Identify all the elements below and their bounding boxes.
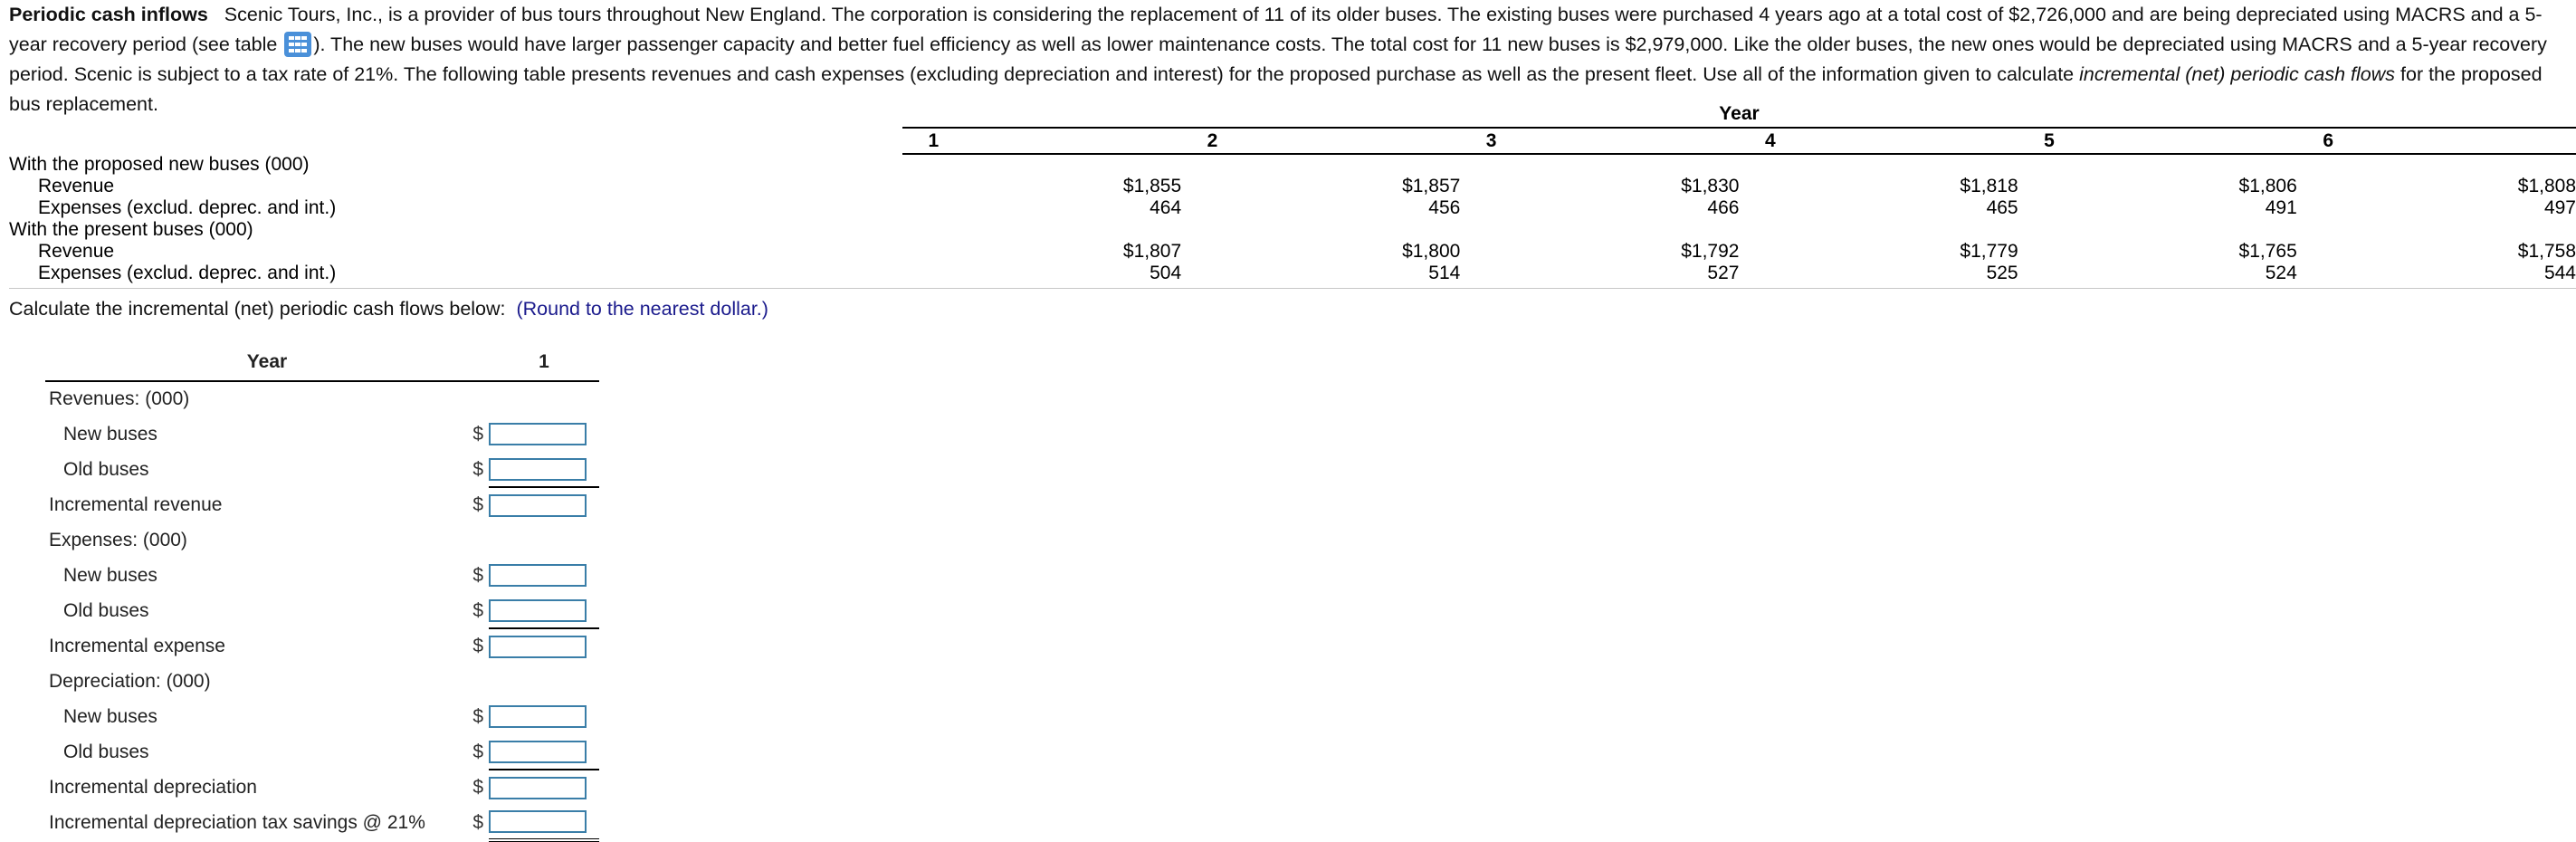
row-label: Revenues: (000) xyxy=(49,388,190,409)
new-buses-depreciation-input[interactable] xyxy=(489,705,587,728)
answer-row xyxy=(45,699,599,734)
year-col: 6 xyxy=(2297,128,2576,154)
cell-value: 544 xyxy=(2297,263,2576,289)
problem-title: Periodic cash inflows xyxy=(9,4,208,25)
incremental-depreciation-input[interactable] xyxy=(489,777,587,799)
row-label: Expenses: (000) xyxy=(49,529,187,550)
rounding-hint: (Round to the nearest dollar.) xyxy=(516,298,768,320)
cell-value: $1,806 xyxy=(2238,176,2297,196)
cell-value: 466 xyxy=(1707,197,1740,218)
currency-symbol: $ xyxy=(472,599,483,621)
cell-value: 525 xyxy=(1739,263,2018,289)
table-row xyxy=(9,241,2576,263)
section-title: With the proposed new buses (000) xyxy=(9,154,310,175)
cell-value: $1,800 xyxy=(1402,241,1461,262)
cell-value: $1,765 xyxy=(2238,241,2297,262)
row-label: Old buses xyxy=(63,599,149,621)
table-row xyxy=(9,176,2576,197)
cell-value: 524 xyxy=(2018,263,2297,289)
currency-symbol: $ xyxy=(472,811,483,833)
answer-row xyxy=(45,381,599,416)
answer-year-num: 1 xyxy=(489,344,599,381)
row-label: New buses xyxy=(63,564,157,586)
incremental-revenue-input[interactable] xyxy=(489,494,587,517)
cell-value: $1,792 xyxy=(1681,241,1740,262)
cell-value: $1,808 xyxy=(2517,176,2576,196)
row-label: Revenue xyxy=(38,241,115,262)
problem-text-part2: ). The new buses would have larger passenger capacity and better fuel efficiency as well as lower maintenance costs. The total cost for 11 new buses is $2,979,000. Like the older buses, the new ones would be depreciated using MACRS and a 5-year recovery period. Scenic is subject to a tax rate of 21%. The following table presents revenues and cash expenses (excluding depreciation and interest) for the proposed purchase as well as the present fleet. Use all of the information given to calculate xyxy=(9,33,2547,85)
problem-italic: incremental (net) periodic cash flows xyxy=(2079,63,2396,85)
row-label: Incremental depreciation xyxy=(49,776,257,798)
row-label: Revenue xyxy=(38,176,115,196)
new-buses-expense-input[interactable] xyxy=(489,564,587,587)
currency-symbol: $ xyxy=(472,458,483,480)
answer-row xyxy=(45,416,599,452)
cell-value: 504 xyxy=(902,263,1181,289)
currency-symbol: $ xyxy=(472,741,483,762)
incremental-expense-input[interactable] xyxy=(489,636,587,658)
row-label: Depreciation: (000) xyxy=(49,670,211,692)
cell-value: 464 xyxy=(1150,197,1182,218)
cell-value: 491 xyxy=(2265,197,2297,218)
answer-row xyxy=(45,770,599,805)
cell-value: 456 xyxy=(1428,197,1461,218)
problem-text-part1: Scenic Tours, Inc., is a provider of bus tours throughout New England. The corporation is considering the replacement of 11 of its older buses. The existing buses were purchased 4 years ago at a total cost of $2,726,000 and are being depreciated using MACRS and a 5-year recovery period (see table xyxy=(9,4,2543,55)
cell-value: 497 xyxy=(2543,197,2576,218)
answer-table xyxy=(45,344,599,842)
instruction xyxy=(9,298,768,321)
cell-value: $1,807 xyxy=(1122,241,1182,262)
year-col: 1 xyxy=(902,128,1181,154)
row-label: Old buses xyxy=(63,458,149,480)
answer-row xyxy=(45,452,599,487)
problem-text-part3: for the proposed bus replacement. xyxy=(9,63,2543,115)
cell-value: $1,758 xyxy=(2517,241,2576,262)
currency-symbol: $ xyxy=(472,564,483,586)
cell-value: $1,855 xyxy=(1122,176,1182,196)
year-header: Year xyxy=(902,101,2576,128)
row-label: Expenses (exclud. deprec. and int.) xyxy=(38,197,337,218)
old-buses-revenue-input[interactable] xyxy=(489,458,587,481)
table-row xyxy=(9,263,2576,289)
answer-row xyxy=(45,628,599,664)
table-icon[interactable] xyxy=(284,32,311,57)
cell-value: 514 xyxy=(1181,263,1460,289)
currency-symbol: $ xyxy=(472,423,483,445)
instruction-text: Calculate the incremental (net) periodic cash flows below: xyxy=(9,298,506,320)
answer-row xyxy=(45,805,599,840)
cell-value: 527 xyxy=(1460,263,1739,289)
cell-value: $1,830 xyxy=(1681,176,1740,196)
cell-value: $1,779 xyxy=(1960,241,2018,262)
answer-row xyxy=(45,487,599,522)
currency-symbol: $ xyxy=(472,635,483,656)
answer-row xyxy=(45,593,599,628)
data-table xyxy=(9,101,2576,289)
row-label: New buses xyxy=(63,705,157,727)
row-label: Incremental depreciation tax savings @ 21% xyxy=(49,811,425,833)
cell-value: $1,857 xyxy=(1402,176,1461,196)
currency-symbol: $ xyxy=(472,705,483,727)
table-row xyxy=(9,197,2576,219)
row-label: Expenses (exclud. deprec. and int.) xyxy=(9,263,902,289)
row-label: Incremental revenue xyxy=(49,493,223,515)
year-col: 2 xyxy=(1181,128,1460,154)
answer-row xyxy=(45,734,599,770)
answer-row xyxy=(45,522,599,558)
cell-value: 465 xyxy=(1986,197,2018,218)
currency-symbol: $ xyxy=(472,776,483,798)
cell-value: $1,818 xyxy=(1960,176,2018,196)
depreciation-tax-savings-input[interactable] xyxy=(489,810,587,833)
answer-year-label: Year xyxy=(45,344,489,381)
answer-row xyxy=(45,664,599,699)
row-label: New buses xyxy=(63,423,157,445)
answer-row xyxy=(45,558,599,593)
year-col: 5 xyxy=(2018,128,2297,154)
currency-symbol: $ xyxy=(472,493,483,515)
row-label: Incremental expense xyxy=(49,635,225,656)
section-title: With the present buses (000) xyxy=(9,219,253,240)
row-label: Old buses xyxy=(63,741,149,762)
old-buses-depreciation-input[interactable] xyxy=(489,741,587,763)
old-buses-expense-input[interactable] xyxy=(489,599,587,622)
year-col: 4 xyxy=(1739,128,2018,154)
new-buses-revenue-input[interactable] xyxy=(489,423,587,445)
year-col: 3 xyxy=(1460,128,1739,154)
